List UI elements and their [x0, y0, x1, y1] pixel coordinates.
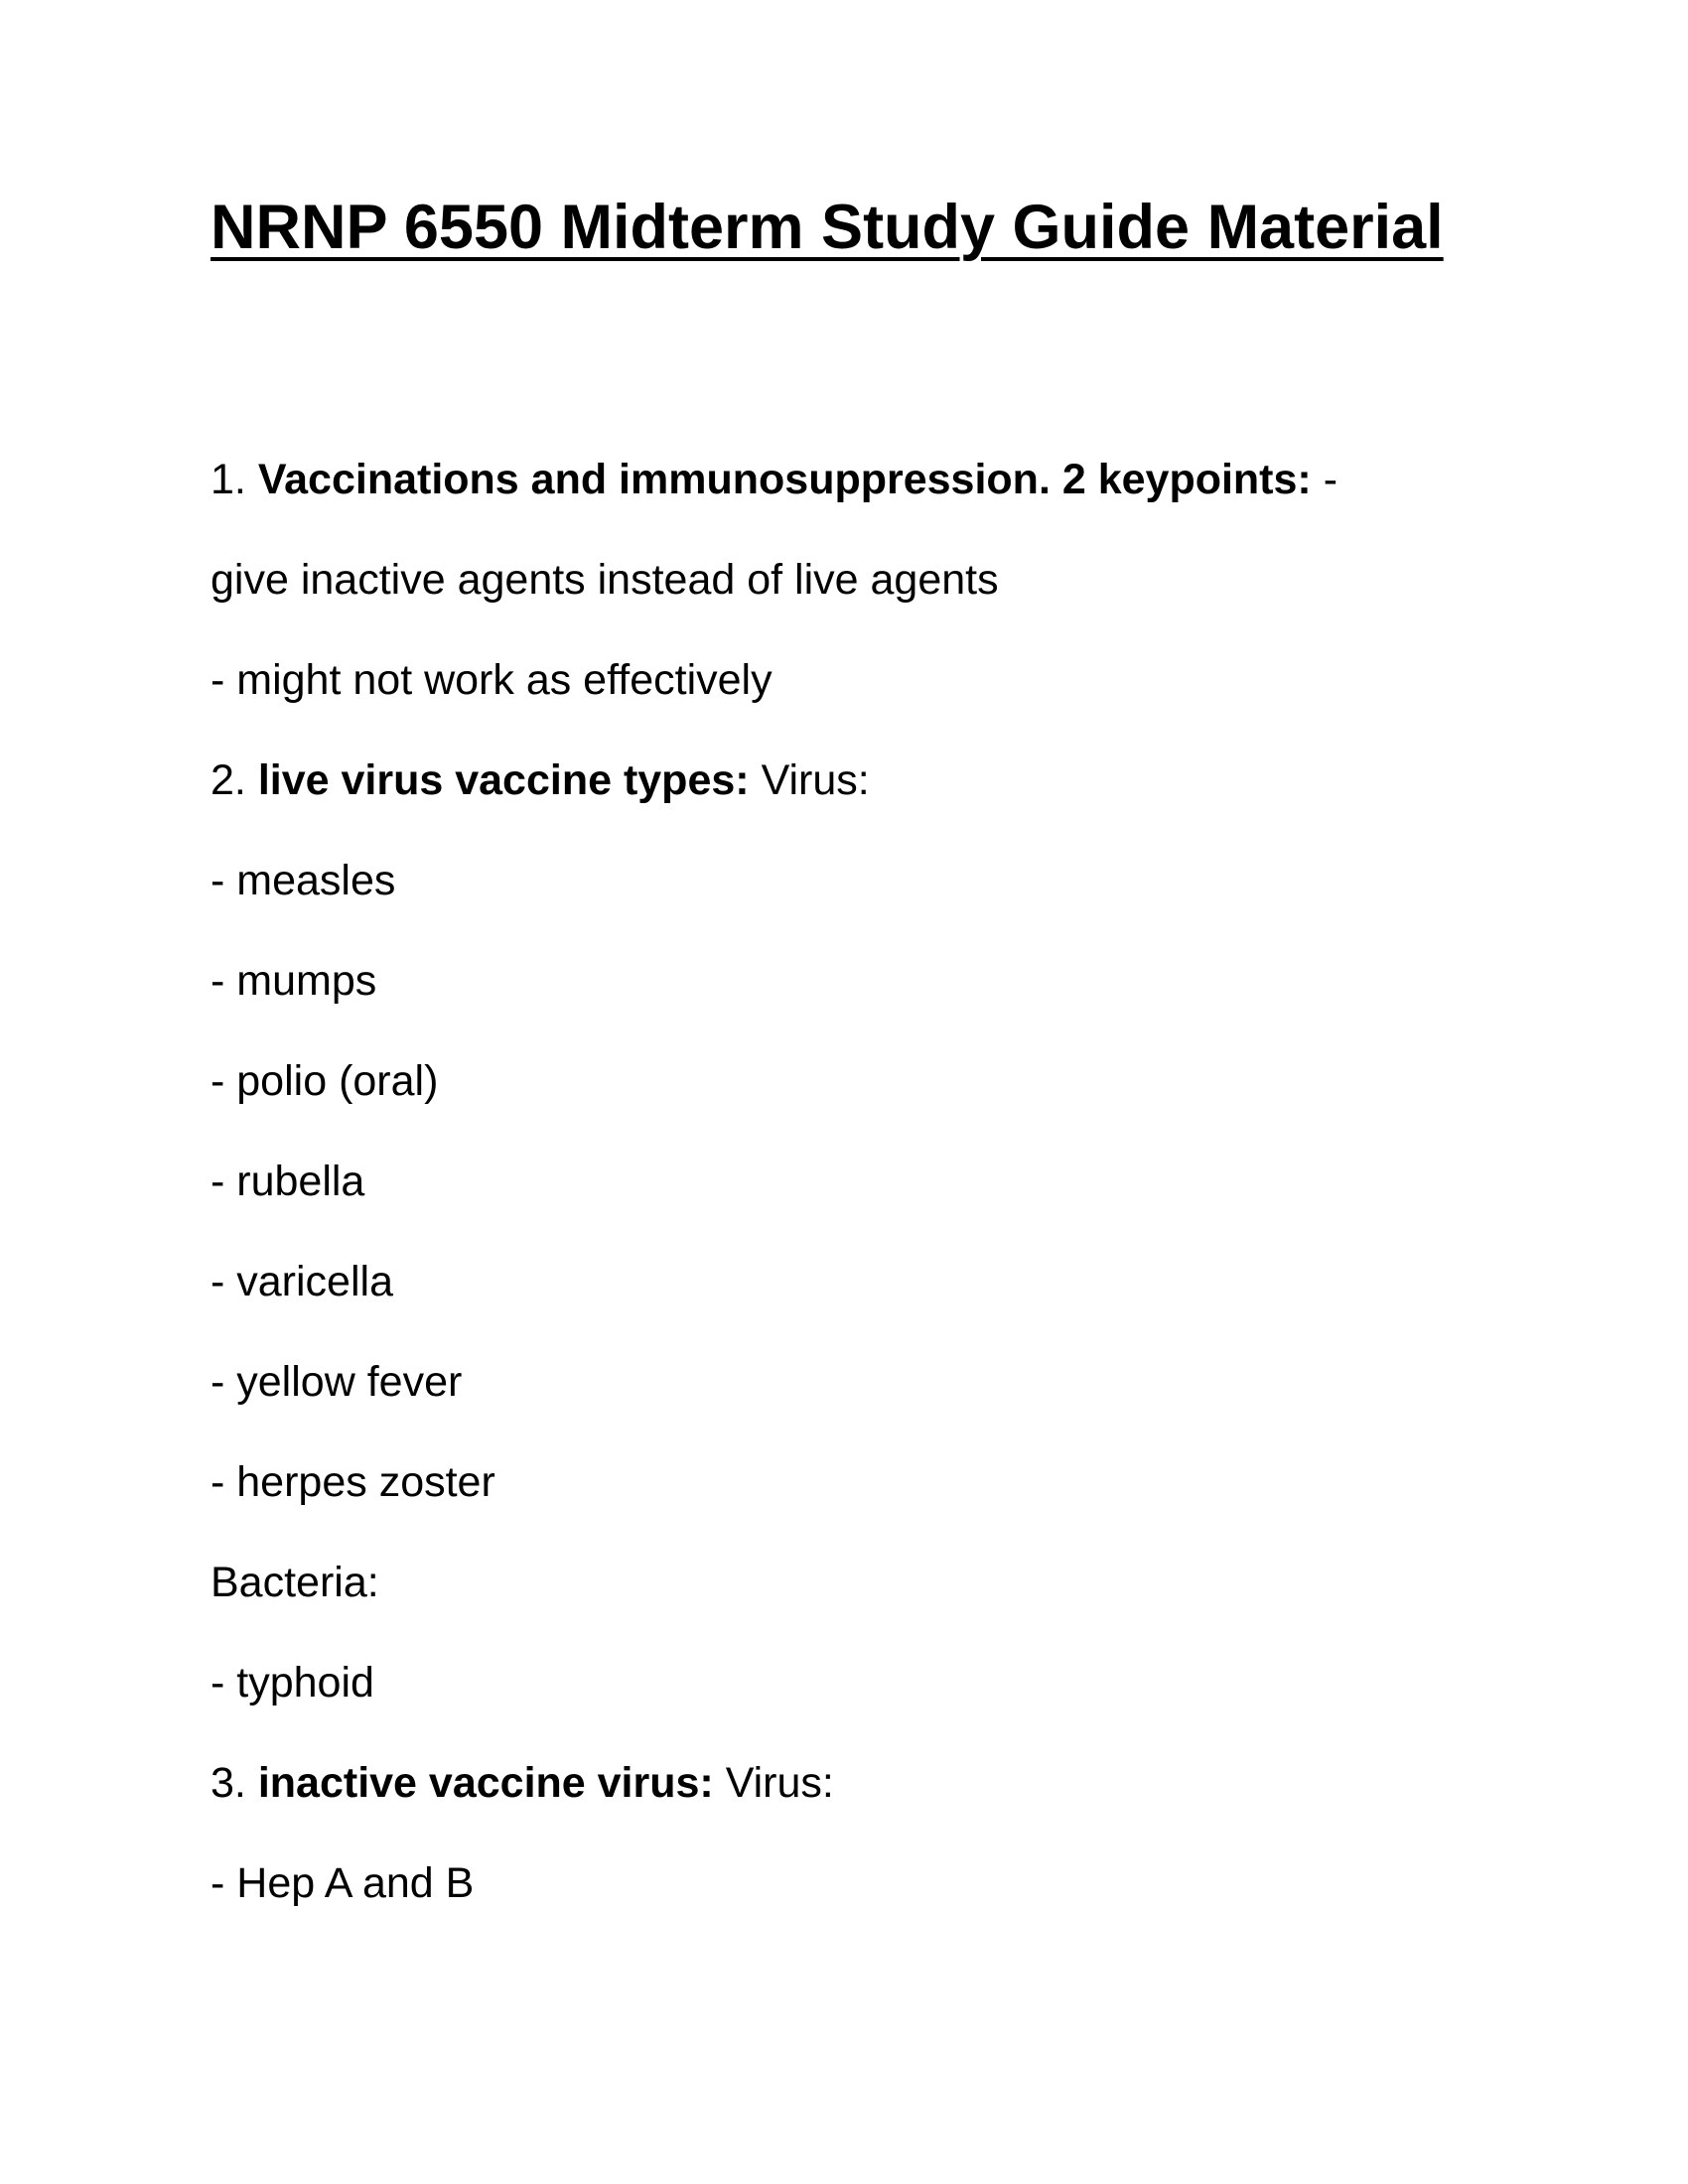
section-3-heading-tail: Virus:	[725, 1759, 834, 1807]
section-2-heading-tail: Virus:	[761, 756, 870, 804]
section-2-number: 2.	[211, 756, 246, 804]
section-2-line-5: - varicella	[211, 1258, 393, 1305]
section-2-line-4: - rubella	[211, 1158, 365, 1205]
section-3-heading-line	[211, 1759, 834, 1807]
section-2-line-6: - yellow fever	[211, 1358, 463, 1406]
section-1-number: 1.	[211, 456, 246, 503]
section-1-line-1: give inactive agents instead of live agents	[211, 556, 999, 604]
document-title: NRNP 6550 Midterm Study Guide Material	[211, 193, 1444, 262]
section-3-line-1: - Hep A and B	[211, 1859, 475, 1907]
section-2-heading-line	[211, 756, 870, 804]
section-2-line-9: - typhoid	[211, 1659, 374, 1706]
section-1-heading-tail: -	[1323, 456, 1338, 503]
section-2-line-7: - herpes zoster	[211, 1458, 495, 1506]
section-3-heading: inactive vaccine virus:	[257, 1759, 714, 1807]
section-2-line-8: Bacteria:	[211, 1559, 379, 1606]
section-1-heading-line	[211, 456, 1338, 503]
section-2-heading: live virus vaccine types:	[257, 756, 750, 804]
section-3-number: 3.	[211, 1759, 246, 1807]
section-2-line-1: - measles	[211, 857, 396, 904]
section-1-line-2: - might not work as effectively	[211, 656, 773, 704]
section-1-heading: Vaccinations and immunosuppression. 2 keypoints:	[257, 456, 1312, 503]
section-2-line-2: - mumps	[211, 957, 377, 1005]
section-2-line-3: - polio (oral)	[211, 1057, 439, 1105]
